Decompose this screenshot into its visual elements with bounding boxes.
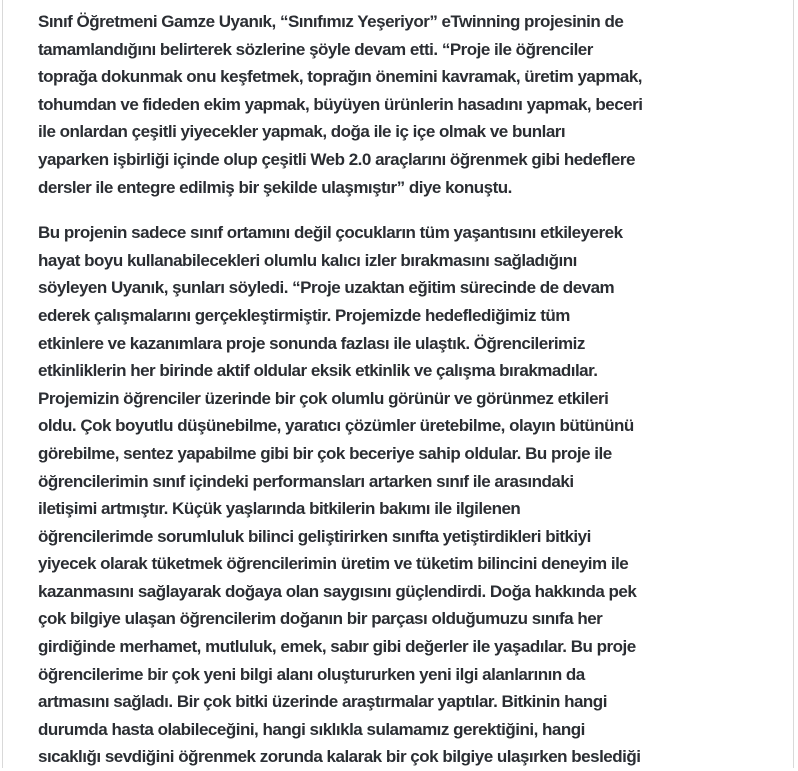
text-line: tohumdan ve fideden ekim yapmak, büyüyen ürünlerin hasadını yapmak, beceri xyxy=(38,94,643,114)
text-line: öğrencilerime bir çok yeni bilgi alanı oluştururken yeni ilgi alanlarının da xyxy=(38,664,585,684)
text-line: etkinliklerin her birinde aktif oldular eksik etkinlik ve çalışma bırakmadılar. xyxy=(38,361,598,381)
paragraph-1 xyxy=(38,8,759,201)
text-line: etkinlere ve kazanımlara proje sonunda fazlası ile ulaştık. Öğrencilerimiz xyxy=(38,333,585,353)
text-line: toprağa dokunmak onu keşfetmek, toprağın önemini kavramak, üretim yapmak, xyxy=(38,67,643,87)
text-line: ile onlardan çeşitli yiyecekler yapmak, doğa ile iç içe olmak ve bunları xyxy=(38,122,566,142)
text-line: ederek çalışmalarını gerçekleştirmiştir. Projemizde hedeflediğimiz tüm xyxy=(38,305,570,325)
text-line: öğrencilerimin sınıf içindeki performansları artarken sınıf ile arasındaki xyxy=(38,471,574,491)
content-column xyxy=(2,0,794,768)
text-line: öğrencilerimde sorumluluk bilinci geliştirirken sınıfta yetiştirdikleri bitkiyi xyxy=(38,526,591,546)
text-line: sıcaklığı sevdiğini öğrenmek zorunda kalarak bir çok bilgiye ulaşırken beslediği xyxy=(38,747,641,767)
text-line: Sınıf Öğretmeni Gamze Uyanık, “Sınıfımız Yeşeriyor” eTwinning projesinin de xyxy=(38,12,624,31)
text-line: görebilme, sentez yapabilme gibi bir çok beceriye sahip oldular. Bu proje ile xyxy=(38,443,612,463)
article-body xyxy=(38,8,759,771)
text-line: hayat boyu kullanabilecekleri olumlu kalıcı izler bırakmasını sağladığını xyxy=(38,250,577,270)
text-line: durumda hasta olabileceğini, hangi sıklıkla sulamamız gerektiğini, hangi xyxy=(38,719,585,739)
text-line: girdiğinde merhamet, mutluluk, emek, sabır gibi değerler ile yaşadılar. Bu proje xyxy=(38,637,636,657)
text-line: çok bilgiye ulaşan öğrencilerim doğanın bir parçası olduğumuzu sınıfa her xyxy=(38,609,603,629)
text-line: artmasını sağladı. Bir çok bitki üzerinde araştırmalar yaptılar. Bitkinin hangi xyxy=(38,692,607,712)
text-line: Projemizin öğrenciler üzerinde bir çok olumlu görünür ve görünmez etkileri xyxy=(38,388,609,408)
text-line: söyleyen Uyanık, şunları söyledi. “Proje uzaktan eğitim sürecinde de devam xyxy=(38,278,615,298)
text-line: tamamlandığını belirterek sözlerine şöyle devam etti. “Proje ile öğrenciler xyxy=(38,39,593,59)
text-line: oldu. Çok boyutlu düşünebilme, yaratıcı çözümler üretebilme, olayın bütününü xyxy=(38,416,634,436)
paragraph-2 xyxy=(38,219,759,771)
text-line: dersler ile entegre edilmiş bir şekilde ulaşmıştır” diye konuştu. xyxy=(38,177,512,197)
text-line: Bu projenin sadece sınıf ortamını değil çocukların tüm yaşantısını etkileyerek xyxy=(38,223,623,243)
text-line: iletişimi artmıştır. Küçük yaşlarında bitkilerin bakımı ile ilgilenen xyxy=(38,499,521,519)
text-line: kazanmasını sağlayarak doğaya olan saygısını güçlendirdi. Doğa hakkında pek xyxy=(38,581,637,601)
text-line: yaparken işbirliği içinde olup çeşitli Web 2.0 araçlarını öğrenmek gibi hedeflere xyxy=(38,149,635,169)
text-line: yiyecek olarak tüketmek öğrencilerimin üretim ve tüketim bilincini deneyim ile xyxy=(38,554,629,574)
